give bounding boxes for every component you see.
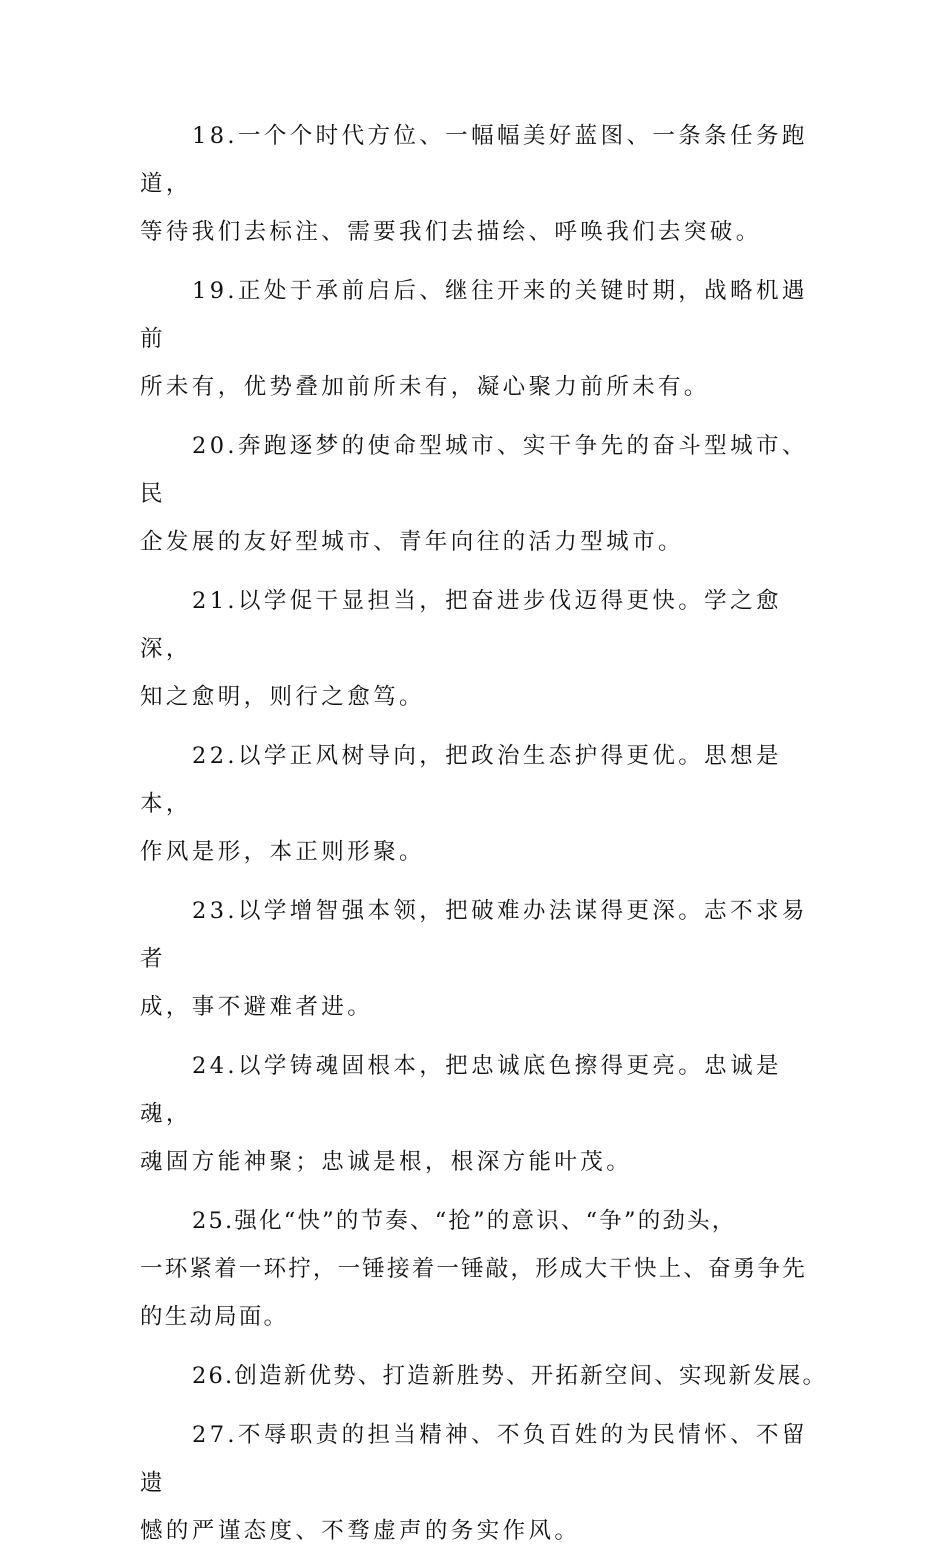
paragraph-line: 27.不辱职责的担当精神、不负百姓的为民情怀、不留遗 [140,1422,808,1496]
paragraph-line: 22.以学正风树导向，把政治生态护得更优。思想是本， [140,743,782,817]
paragraph-27 [140,1411,830,1555]
paragraph-line: 20.奔跑逐梦的使命型城市、实干争先的奋斗型城市、民 [140,433,808,507]
paragraph-line: 26.创造新优势、打造新胜势、开拓新空间、实现新发展。 [192,1363,828,1389]
paragraph-line: 等待我们去标注、需要我们去描绘、呼唤我们去突破。 [140,219,762,245]
paragraph-line: 18.一个个时代方位、一幅幅美好蓝图、一条条任务跑道， [140,123,808,197]
paragraph-line: 憾的严谨态度、不骛虚声的务实作风。 [140,1518,581,1544]
paragraph-line: 24.以学铸魂固根本，把忠诚底色擦得更亮。忠诚是魂， [140,1053,782,1127]
paragraph-24 [140,1042,830,1186]
paragraph-line: 作风是形，本正则形聚。 [140,839,425,865]
paragraph-line: 19.正处于承前启后、继往开来的关键时期，战略机遇前 [140,278,808,352]
paragraph-18 [140,112,830,256]
paragraph-line: 一环紧着一环拧，一锤接着一锤敲，形成大干快上、奋勇争先 [140,1256,807,1282]
paragraph-25 [140,1197,830,1341]
document-body [140,112,830,1566]
paragraph-line: 成，事不避难者进。 [140,994,374,1020]
paragraph-26 [140,1352,830,1400]
paragraph-line: 的生动局面。 [140,1304,289,1330]
paragraph-23 [140,887,830,1031]
paragraph-line: 魂固方能神聚；忠诚是根，根深方能叶茂。 [140,1149,633,1175]
paragraph-line: 所未有，优势叠加前所未有，凝心聚力前所未有。 [140,374,710,400]
paragraph-20 [140,422,830,566]
paragraph-line: 知之愈明，则行之愈笃。 [140,684,425,710]
paragraph-21 [140,577,830,721]
paragraph-line: 21.以学促干显担当，把奋进步伐迈得更快。学之愈深， [140,588,782,662]
paragraph-line: 企发展的友好型城市、青年向往的活力型城市。 [140,529,684,555]
paragraph-19 [140,267,830,411]
paragraph-line: 25.强化“快”的节奏、“抢”的意识、“争”的劲头， [192,1208,737,1234]
paragraph-22 [140,732,830,876]
paragraph-line: 23.以学增智强本领，把破难办法谋得更深。志不求易者 [140,898,808,972]
